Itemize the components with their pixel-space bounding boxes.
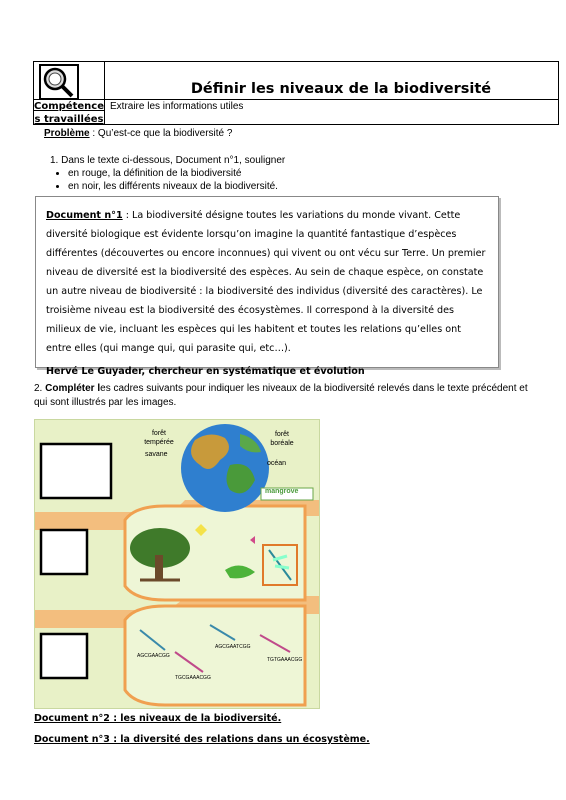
label-mangrove: mangrove (265, 488, 299, 495)
competence-text: Extraire les informations utiles (110, 101, 244, 112)
document-1-text: Document n°1 : La biodiversité désigne toutes les variations du monde vivant. Cette diversité biologique est évidente lorsqu’on imagine la quantité fantastique d’espèces différentes (découvertes ou encore inconnues) qui vivent ou ont vécu sur Terre. Un premier niveau de diversité est la biodiversité des espèces. Au sein de chaque espèce, on constate un autre niveau de biodiversité : la biodiversité des individus (diversité des caractères). Le troisième niveau est la biodiversité des écosystèmes. Il correspond à la diversité des milieux de vie, incluant les espèces qui les habitent et toutes les relations qu’elles ont entre elles (qui mange qui, qui parasite qui, etc…). (46, 210, 486, 354)
document-1-label: Document n°1 (46, 210, 123, 221)
label-ocean: océan (267, 460, 287, 467)
competences-label: Compétence s travaillées (34, 101, 104, 125)
dna-sequence: TGTGAAACGG (267, 657, 303, 663)
caption-document-2: Document n°2 : les niveaux de la biodiversité. (34, 713, 282, 724)
page-title: Définir les niveaux de la biodiversité (190, 81, 492, 97)
label-savane: savane (145, 451, 168, 458)
biodiversity-levels-figure (34, 419, 320, 709)
dna-sequence: TGCGAAACGG (175, 675, 211, 681)
document-1-author: Hervé Le Guyader, chercheur en systématique et évolution (46, 366, 365, 377)
dna-sequence: AGCGAATCGG (215, 644, 251, 650)
label-foret-temperee: forêt tempérée (144, 430, 174, 446)
question-1 (50, 154, 285, 193)
document-1-box (35, 196, 499, 377)
question-1-bullet: • en noir, les différents niveaux de la biodiversité. (68, 180, 285, 193)
magnifier-logo-icon (38, 64, 80, 100)
question-1-intro: 1. Dans le texte ci-dessous, Document n°1, souligner (50, 155, 286, 166)
header-table (33, 61, 559, 125)
question-1-bullet: • en rouge, la définition de la biodiversité (68, 167, 285, 180)
probleme-label: Problème (44, 128, 90, 139)
question-2: 2. Compléter les cadres suivants pour indiquer les niveaux de la biodiversité relevés dans le texte précédent et qui sont illustrés par les images. (34, 383, 528, 408)
probleme-line (44, 128, 232, 139)
label-foret-boreale: forêt boréale (270, 431, 294, 447)
caption-document-3: Document n°3 : la diversité des relations dans un écosystème. (34, 734, 370, 745)
dna-sequence: AGCGAACGG (137, 653, 170, 659)
probleme-text: : Qu’est-ce que la biodiversité ? (89, 128, 233, 139)
